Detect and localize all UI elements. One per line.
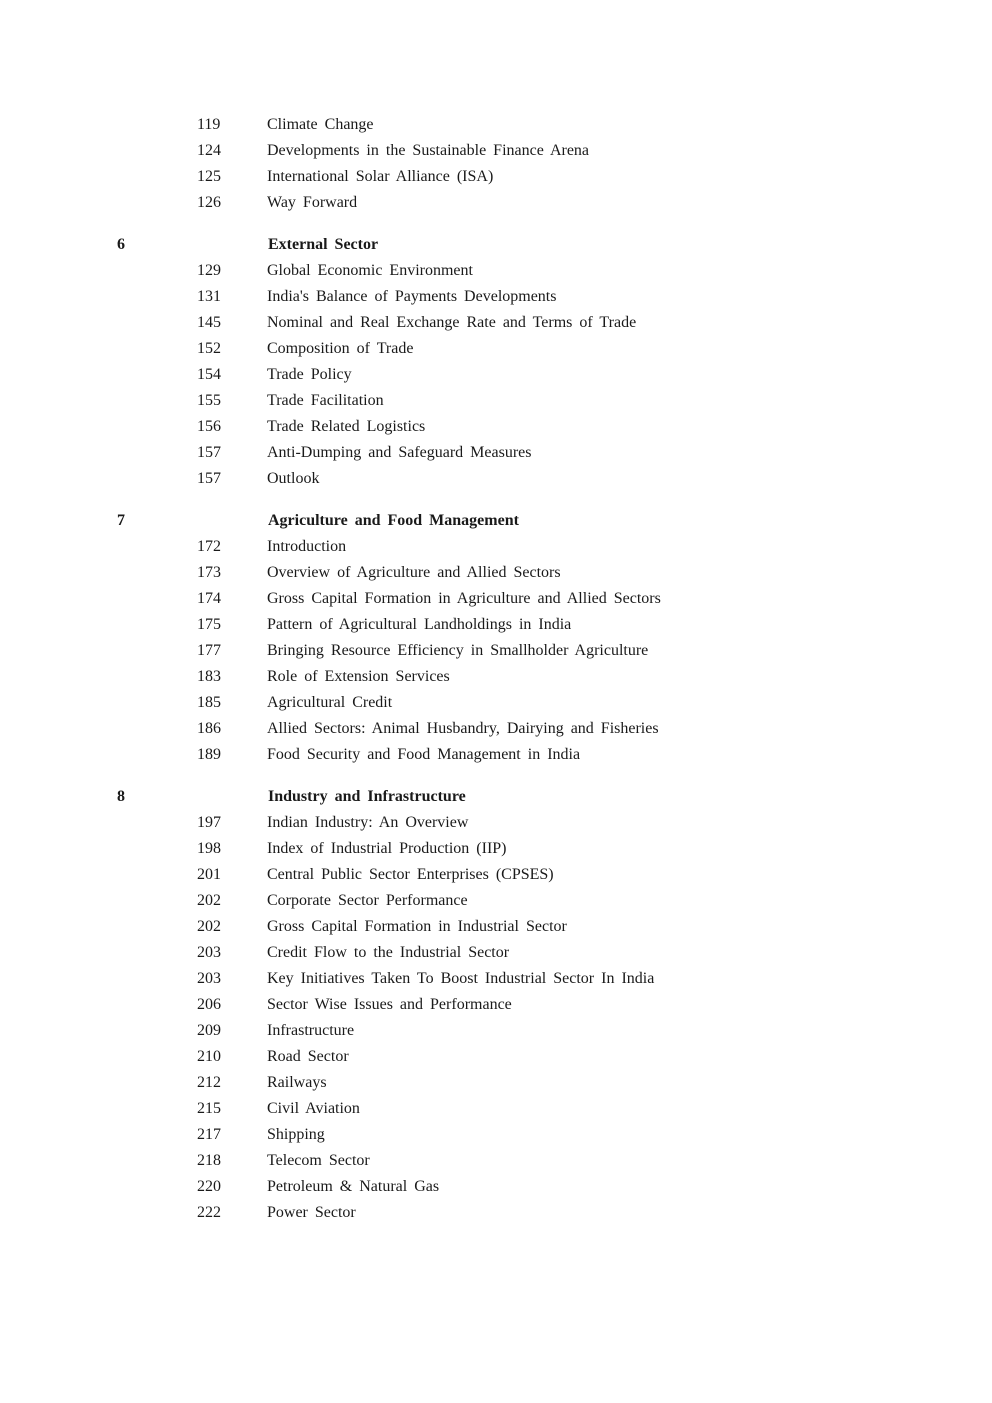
entry-title: Road Sector xyxy=(267,1048,349,1065)
entry-page-number: 198 xyxy=(197,840,221,857)
chapter-title: Industry and Infrastructure xyxy=(268,788,466,805)
entry-page-number: 119 xyxy=(197,116,221,133)
entry-title: Civil Aviation xyxy=(267,1100,360,1117)
entry-title: Indian Industry: An Overview xyxy=(267,814,469,831)
toc-entry xyxy=(0,258,992,284)
chapter-title: External Sector xyxy=(268,236,379,253)
chapter-number: 8 xyxy=(117,788,125,805)
entry-page-number: 197 xyxy=(197,814,221,831)
entry-title: Corporate Sector Performance xyxy=(267,892,468,909)
toc-entry xyxy=(0,440,992,466)
entry-title: Trade Policy xyxy=(267,366,352,383)
entry-page-number: 218 xyxy=(197,1152,221,1169)
entry-title: Agricultural Credit xyxy=(267,694,393,711)
entry-page-number: 189 xyxy=(197,746,221,763)
toc-entry xyxy=(0,362,992,388)
toc-entry xyxy=(0,190,992,216)
entry-page-number: 201 xyxy=(197,866,221,883)
entry-page-number: 183 xyxy=(197,668,221,685)
entry-page-number: 186 xyxy=(197,720,221,737)
entry-page-number: 157 xyxy=(197,444,221,461)
toc-entry xyxy=(0,560,992,586)
toc-entry xyxy=(0,466,992,492)
toc-entry xyxy=(0,388,992,414)
toc-entry xyxy=(0,836,992,862)
entry-page-number: 212 xyxy=(197,1074,221,1091)
toc-entry xyxy=(0,862,992,888)
toc-entry xyxy=(0,310,992,336)
entry-page-number: 177 xyxy=(197,642,221,659)
toc-entry xyxy=(0,534,992,560)
entry-title: Shipping xyxy=(267,1126,325,1143)
entry-page-number: 202 xyxy=(197,892,221,909)
entry-page-number: 125 xyxy=(197,168,221,185)
entry-page-number: 174 xyxy=(197,590,221,607)
chapter-number: 7 xyxy=(117,512,125,529)
entry-page-number: 172 xyxy=(197,538,221,555)
entry-title: Anti-Dumping and Safeguard Measures xyxy=(267,444,532,461)
entry-title: Global Economic Environment xyxy=(267,262,473,279)
entry-title: Gross Capital Formation in Agriculture and Allied Sectors xyxy=(267,590,661,607)
entry-title: Allied Sectors: Animal Husbandry, Dairying and Fisheries xyxy=(267,720,659,737)
toc-entry xyxy=(0,164,992,190)
toc-entry xyxy=(0,1174,992,1200)
table-of-contents xyxy=(0,112,992,1226)
entry-title: Central Public Sector Enterprises (CPSES) xyxy=(267,866,554,883)
entry-title: International Solar Alliance (ISA) xyxy=(267,168,494,185)
entry-page-number: 145 xyxy=(197,314,221,331)
entry-page-number: 206 xyxy=(197,996,221,1013)
entry-page-number: 203 xyxy=(197,970,221,987)
toc-entry xyxy=(0,1096,992,1122)
entry-title: Gross Capital Formation in Industrial Sector xyxy=(267,918,567,935)
toc-entry xyxy=(0,112,992,138)
toc-entry xyxy=(0,992,992,1018)
entry-title: Composition of Trade xyxy=(267,340,414,357)
entry-title: Index of Industrial Production (IIP) xyxy=(267,840,507,857)
toc-entry xyxy=(0,940,992,966)
toc-entry xyxy=(0,1070,992,1096)
entry-title: Credit Flow to the Industrial Sector xyxy=(267,944,510,961)
entry-page-number: 185 xyxy=(197,694,221,711)
chapter-heading xyxy=(0,232,992,258)
entry-title: Trade Related Logistics xyxy=(267,418,426,435)
entry-page-number: 173 xyxy=(197,564,221,581)
toc-entry xyxy=(0,284,992,310)
toc-entry xyxy=(0,586,992,612)
entry-title: Trade Facilitation xyxy=(267,392,384,409)
entry-title: Role of Extension Services xyxy=(267,668,450,685)
toc-entry xyxy=(0,414,992,440)
toc-section xyxy=(0,112,992,216)
entry-title: Climate Change xyxy=(267,116,374,133)
toc-section xyxy=(0,232,992,492)
entry-page-number: 220 xyxy=(197,1178,221,1195)
entry-title: Sector Wise Issues and Performance xyxy=(267,996,512,1013)
entry-page-number: 157 xyxy=(197,470,221,487)
toc-entry xyxy=(0,716,992,742)
toc-entry xyxy=(0,1148,992,1174)
toc-entry xyxy=(0,690,992,716)
toc-entry xyxy=(0,1122,992,1148)
entry-title: Railways xyxy=(267,1074,327,1091)
chapter-title: Agriculture and Food Management xyxy=(268,512,519,529)
chapter-number: 6 xyxy=(117,236,125,253)
entry-page-number: 203 xyxy=(197,944,221,961)
entry-title: Bringing Resource Efficiency in Smallholder Agriculture xyxy=(267,642,649,659)
entry-title: Food Security and Food Management in India xyxy=(267,746,581,763)
entry-page-number: 217 xyxy=(197,1126,221,1143)
entry-title: Outlook xyxy=(267,470,320,487)
entry-page-number: 126 xyxy=(197,194,221,211)
entry-title: Power Sector xyxy=(267,1204,356,1221)
toc-entry xyxy=(0,336,992,362)
toc-section xyxy=(0,784,992,1226)
entry-title: Pattern of Agricultural Landholdings in India xyxy=(267,616,572,633)
toc-entry xyxy=(0,810,992,836)
entry-page-number: 154 xyxy=(197,366,221,383)
toc-entry xyxy=(0,966,992,992)
entry-title: Telecom Sector xyxy=(267,1152,370,1169)
entry-page-number: 222 xyxy=(197,1204,221,1221)
entry-page-number: 209 xyxy=(197,1022,221,1039)
entry-title: India's Balance of Payments Developments xyxy=(267,288,557,305)
toc-entry xyxy=(0,138,992,164)
toc-entry xyxy=(0,914,992,940)
toc-section xyxy=(0,508,992,768)
toc-entry xyxy=(0,888,992,914)
entry-title: Introduction xyxy=(267,538,347,555)
entry-page-number: 202 xyxy=(197,918,221,935)
entry-page-number: 124 xyxy=(197,142,221,159)
chapter-heading xyxy=(0,508,992,534)
entry-page-number: 155 xyxy=(197,392,221,409)
entry-title: Nominal and Real Exchange Rate and Terms of Trade xyxy=(267,314,637,331)
entry-title: Petroleum & Natural Gas xyxy=(267,1178,440,1195)
toc-entry xyxy=(0,1200,992,1226)
chapter-heading xyxy=(0,784,992,810)
entry-page-number: 175 xyxy=(197,616,221,633)
toc-entry xyxy=(0,1044,992,1070)
entry-page-number: 210 xyxy=(197,1048,221,1065)
entry-page-number: 129 xyxy=(197,262,221,279)
toc-entry xyxy=(0,638,992,664)
entry-title: Way Forward xyxy=(267,194,358,211)
entry-page-number: 152 xyxy=(197,340,221,357)
toc-entry xyxy=(0,612,992,638)
entry-title: Infrastructure xyxy=(267,1022,355,1039)
entry-page-number: 131 xyxy=(197,288,221,305)
entry-title: Key Initiatives Taken To Boost Industrial Sector In India xyxy=(267,970,655,987)
entry-page-number: 215 xyxy=(197,1100,221,1117)
toc-entry xyxy=(0,664,992,690)
entry-title: Developments in the Sustainable Finance Arena xyxy=(267,142,590,159)
entry-page-number: 156 xyxy=(197,418,221,435)
toc-entry xyxy=(0,1018,992,1044)
entry-title: Overview of Agriculture and Allied Sectors xyxy=(267,564,561,581)
toc-entry xyxy=(0,742,992,768)
